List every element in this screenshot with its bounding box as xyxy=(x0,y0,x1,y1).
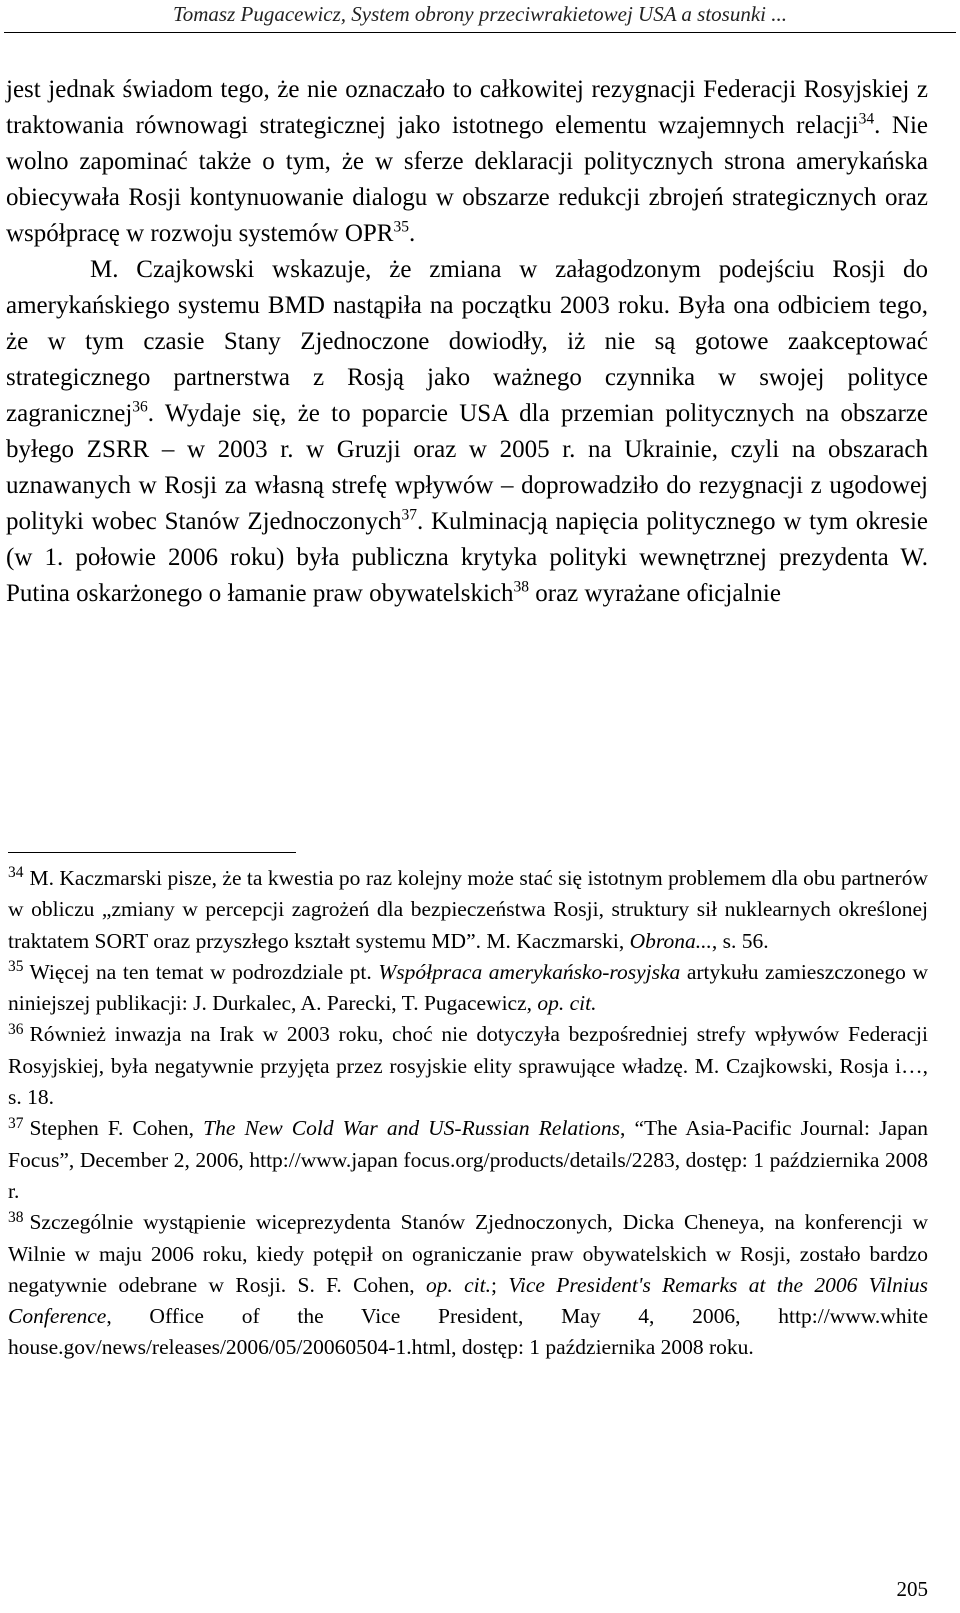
footnote-34 xyxy=(8,863,928,957)
footnote-38-italic-1: op. cit. xyxy=(425,1272,492,1297)
footnote-number-38: 38 xyxy=(8,1208,24,1226)
footnotes-section xyxy=(8,863,928,1364)
paragraph-2-text-b: . Wydaje się, że to poparcie USA dla przemian politycznych na obszarze byłego ZSRR – w 2003 r. w Gruzji oraz w 2005 r. na Ukrainie, czyli na obszarach uznawanych w Rosji za własną strefę wpływów – doprowadziło do rezygnacji z ugodowej polityki wobec Stanów Zjednoczonych xyxy=(6,400,928,535)
footnote-38-text-a: Szczególnie wystąpienie wiceprezydenta Stanów Zjednoczonych, Dicka Cheneya, na konferencji w Wilnie w maju 2006 roku, kiedy potępił on ograniczanie praw obywatelskich w Rosji, zostało bardzo negatywnie odebrane w Rosji. S. F. Cohen, xyxy=(8,1210,928,1297)
footnote-ref-38[interactable]: 38 xyxy=(513,578,529,596)
paragraph-1 xyxy=(6,72,928,252)
footnote-ref-37[interactable]: 37 xyxy=(401,506,417,524)
footnote-37-italic-1: The New Cold War and US-Russian Relations xyxy=(203,1116,620,1141)
footnote-38-text-c: , Office of the Vice President, May 4, 2006, http://www.white house.gov/news/releases/2006/05/20060504-1.html, dostęp: 1 października 2008 roku. xyxy=(8,1304,928,1360)
footnote-35-text-a: Więcej na ten temat w podrozdziale pt. xyxy=(29,959,379,984)
footnote-37-text-a: Stephen F. Cohen, xyxy=(29,1116,204,1141)
footnote-38 xyxy=(8,1207,928,1363)
footnote-36 xyxy=(8,1019,928,1113)
footnote-ref-35[interactable]: 35 xyxy=(393,218,409,236)
footnote-38-italic-2: Vice President's Remarks at the 2006 Vilnius Conference xyxy=(8,1272,928,1329)
running-header: Tomasz Pugacewicz, System obrony przeciwrakietowej USA a stosunki ... xyxy=(172,2,787,26)
footnote-34-italic-1: Obrona... xyxy=(629,928,712,953)
footnote-38-text-b: ; xyxy=(491,1272,509,1297)
footnote-number-34: 34 xyxy=(8,864,24,882)
paragraph-2-text-a: M. Czajkowski wskazuje, że zmiana w załagodzonym podejściu Rosji do amerykańskiego systemu BMD nastąpiła na początku 2003 roku. Była ona odbiciem tego, że w tym czasie Stany Zjednoczone dowiodły, iż nie są gotowe zaakceptować strategicznego partnerstwa z Rosją jako ważnego czynnika w swojej polityce zagranicznej xyxy=(6,256,928,427)
paragraph-1-text-c: . xyxy=(408,220,416,247)
footnote-35-italic-1: Współpraca amerykańsko-rosyjska xyxy=(378,959,681,984)
footnote-number-37: 37 xyxy=(8,1114,24,1132)
footnote-37 xyxy=(8,1113,928,1207)
paragraph-2 xyxy=(6,252,928,612)
footnote-ref-34[interactable]: 34 xyxy=(858,110,875,128)
footnote-divider xyxy=(8,852,296,853)
paragraph-1-text-b: . Nie wolno zapominać także o tym, że w sferze deklaracji politycznych strona amerykańska obiecywała Rosji kontynuowanie dialogu w obszarze redukcji zbrojeń strategicznych oraz współpracę w rozwoju systemów OPR xyxy=(6,112,928,247)
header-divider xyxy=(4,32,956,33)
footnote-number-35: 35 xyxy=(8,958,24,976)
main-body-text xyxy=(6,72,928,612)
paragraph-1-text-a: jest jednak świadom tego, że nie oznaczało to całkowitej rezygnacji Federacji Rosyjskiej z traktowania równowagi strategicznej jako istotnego elementu wzajemnych relacji xyxy=(6,76,928,139)
footnote-35-italic-2: op. cit. xyxy=(537,991,597,1016)
page-number: 205 xyxy=(896,1577,928,1601)
footnote-37-text-b: , “The Asia-Pacific Journal: Japan Focus”, December 2, 2006, http://www.japan focus.org/products/details/2283, dostęp: 1 października 2008 r. xyxy=(8,1116,928,1203)
paragraph-2-text-d: oraz wyrażane oficjalnie xyxy=(529,580,781,607)
footnote-34-text-a: M. Kaczmarski pisze, że ta kwestia po raz kolejny może stać się istotnym problemem dla obu partnerów w obliczu „zmiany w percepcji zagrożeń dla bezpieczeństwa Rosji, struktury sił nuklearnych określonej traktatem SORT oraz przyszłego kształt systemu MD”. M. Kaczmarski, xyxy=(8,866,928,953)
footnote-number-36: 36 xyxy=(8,1020,24,1038)
footnote-34-text-b: , s. 56. xyxy=(711,928,769,953)
footnote-35 xyxy=(8,957,928,1020)
footnote-36-text-a: Również inwazja na Irak w 2003 roku, choć nie dotyczyła bezpośredniej strefy wpływów Federacji Rosyjskiej, była negatywnie przyjęta przez rosyjskie elity sprawujące władzę. M. Czajkowski, Rosja i…, s. 18. xyxy=(8,1022,928,1110)
footnote-ref-36[interactable]: 36 xyxy=(132,398,148,416)
paragraph-2-text-c: . Kulminacją napięcia politycznego w tym okresie (w 1. połowie 2006 roku) była publiczna krytyka polityki wewnętrznej prezydenta W. Putina oskarżonego o łamanie praw obywatelskich xyxy=(6,508,928,607)
footnote-35-text-b: artykułu zamieszczonego w niniejszej publikacji: J. Durkalec, A. Parecki, T. Pugacewicz, xyxy=(8,959,928,1016)
